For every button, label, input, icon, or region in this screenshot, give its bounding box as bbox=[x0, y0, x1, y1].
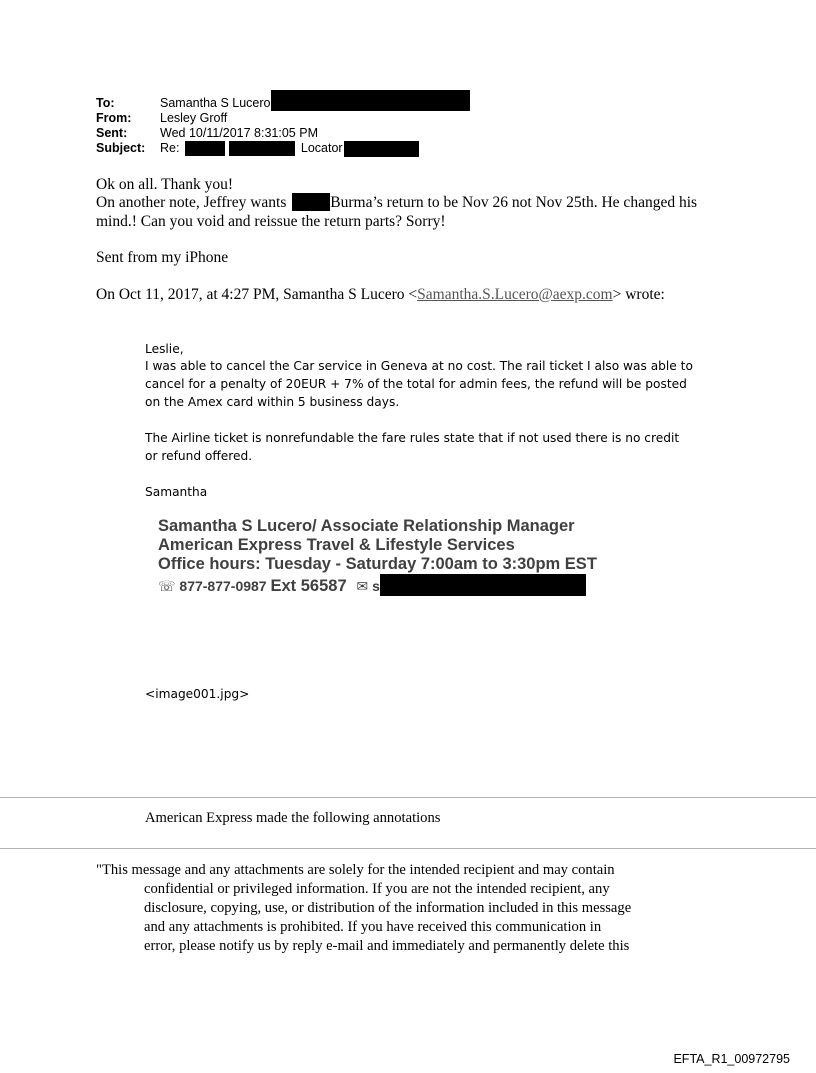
quoted-p1-line2: cancel for a penalty of 20EUR + 7% of the total for admin fees, the refund will be posted bbox=[145, 377, 687, 391]
signature-contact bbox=[158, 574, 597, 596]
redaction-box bbox=[344, 141, 419, 157]
attachment-placeholder[interactable]: <image001.jpg> bbox=[145, 687, 250, 701]
signature-block bbox=[158, 517, 597, 596]
to-label: To: bbox=[96, 96, 115, 110]
document-id: EFTA_R1_00972795 bbox=[673, 1052, 790, 1066]
quoted-p1-line3: on the Amex card within 5 business days. bbox=[145, 395, 400, 409]
disclaimer-line-2: confidential or privileged information. If you are not the intended recipient, any bbox=[144, 881, 610, 897]
mail-icon: ✉ bbox=[356, 578, 369, 594]
subject-locator: Locator bbox=[300, 141, 343, 155]
redaction-box bbox=[380, 574, 586, 596]
reply-line-3: mind.! Can you void and reissue the return parts? Sorry! bbox=[96, 213, 446, 230]
quote-intro-b: > wrote: bbox=[612, 286, 665, 303]
reply-line-2a: On another note, Jeffrey wants bbox=[96, 194, 287, 211]
quote-intro-a: On Oct 11, 2017, at 4:27 PM, Samantha S Lucero < bbox=[96, 286, 418, 303]
to-value bbox=[160, 96, 470, 111]
disclaimer-line-1: "This message and any attachments are solely for the intended recipient and may contain bbox=[96, 862, 615, 878]
disclaimer-line-5: error, please notify us by reply e-mail and immediately and permanently delete this bbox=[144, 938, 630, 954]
redaction-box bbox=[229, 141, 295, 156]
divider-bottom bbox=[0, 848, 816, 849]
from-label: From: bbox=[96, 111, 132, 125]
quoted-greeting: Leslie, bbox=[145, 342, 184, 356]
quoted-p2-line2: or refund offered. bbox=[145, 449, 253, 463]
sent-value: Wed 10/11/2017 8:31:05 PM bbox=[160, 126, 318, 140]
signature-phone: 877-877-0987 bbox=[179, 578, 267, 594]
signature-ext: Ext 56587 bbox=[270, 577, 347, 595]
redaction-box bbox=[271, 90, 470, 111]
reply-line-1: Ok on all. Thank you! bbox=[96, 176, 234, 193]
quoted-signoff: Samantha bbox=[145, 485, 208, 499]
subject-prefix: Re: bbox=[160, 141, 180, 155]
reply-line-2 bbox=[96, 193, 697, 212]
quote-intro bbox=[96, 285, 665, 304]
phone-icon: ☏ bbox=[158, 578, 176, 594]
signature-office-hours: Office hours: Tuesday - Saturday 7:00am to 3:30pm EST bbox=[158, 555, 597, 573]
signature-name-title: Samantha S Lucero/ Associate Relationship Manager bbox=[158, 517, 575, 535]
to-name: Samantha S Lucero bbox=[160, 96, 271, 110]
disclaimer bbox=[96, 861, 631, 956]
from-value: Lesley Groff bbox=[160, 111, 228, 125]
redaction-box bbox=[185, 141, 225, 156]
annotations-heading: American Express made the following annotations bbox=[145, 810, 441, 826]
sent-label: Sent: bbox=[96, 126, 128, 140]
subject-label: Subject: bbox=[96, 141, 146, 155]
subject-value bbox=[160, 141, 419, 157]
quote-intro-email-link[interactable]: Samantha.S.Lucero@aexp.com bbox=[417, 286, 613, 303]
quoted-p1-line1: I was able to cancel the Car service in Geneva at no cost. The rail ticket I also was able to bbox=[145, 359, 693, 373]
disclaimer-line-3: disclosure, copying, use, or distribution of the information included in this message bbox=[144, 900, 632, 916]
sent-from-line: Sent from my iPhone bbox=[96, 249, 229, 266]
reply-line-2b: Burma’s return to be Nov 26 not Nov 25th. He changed his bbox=[330, 194, 698, 211]
quoted-p2-line1: The Airline ticket is nonrefundable the fare rules state that if not used there is no credit bbox=[145, 431, 680, 445]
signature-email-start[interactable]: s bbox=[372, 578, 380, 594]
redaction-box bbox=[292, 193, 330, 211]
signature-company: American Express Travel & Lifestyle Services bbox=[158, 536, 515, 554]
divider-top bbox=[0, 797, 816, 798]
disclaimer-line-4: and any attachments is prohibited. If you have received this communication in bbox=[144, 919, 602, 935]
